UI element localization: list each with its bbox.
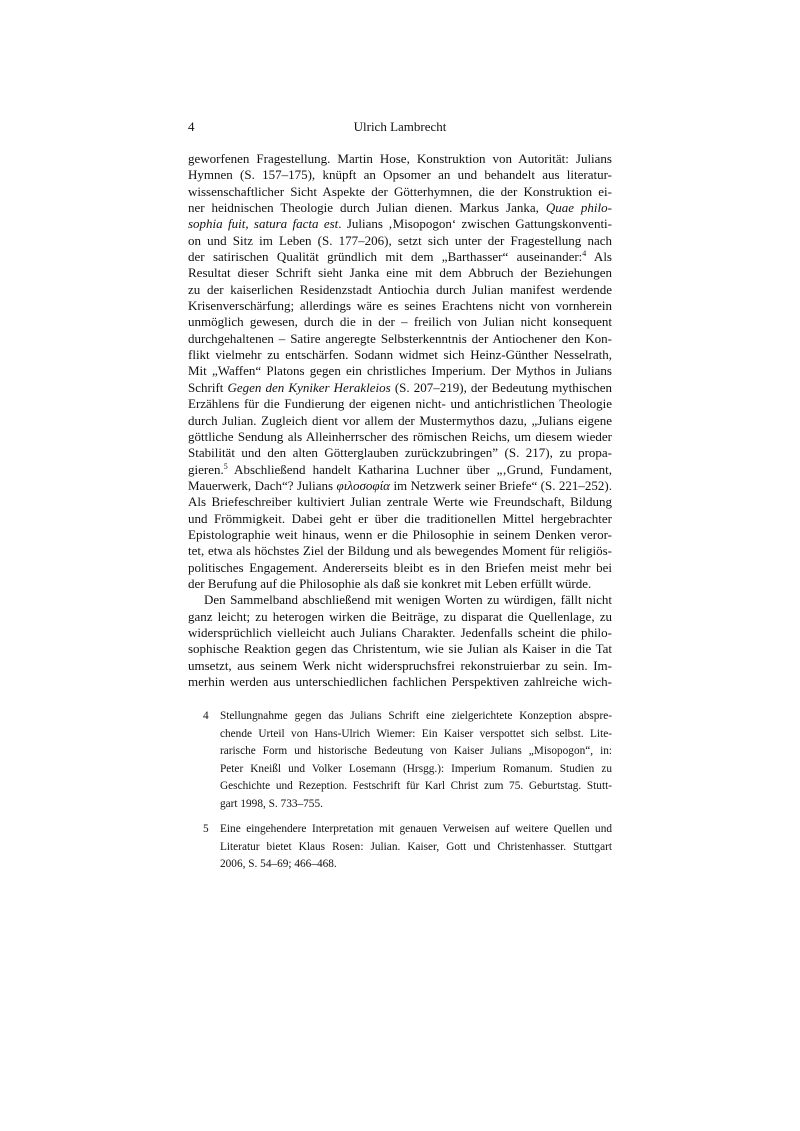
text-line xyxy=(188,609,612,625)
text-run: Mauerwerk, Dach“? Julians xyxy=(188,477,337,493)
footnote-line: Eine eingehendere Interpretation mit genauen Verweisen auf weitere Quellen und xyxy=(220,823,612,835)
footnote-line: Stellungnahme gegen das Julians Schrift eine zielgerichtete Konzeption absprе- xyxy=(220,710,612,722)
page-number: 4 xyxy=(188,119,195,134)
text-line xyxy=(188,625,612,641)
text-line xyxy=(188,527,612,543)
text-run: Schrift xyxy=(188,379,228,395)
text-run: Hymnen (S. 157–175), knüpft an Opsomer an und behandelt aus literatur- xyxy=(188,167,612,183)
text-run: merhin werden aus unterschiedlichen fachlichen Perspektiven zahlreiche wich- xyxy=(188,674,612,689)
text-run: unmöglich gewesen, durch die in der – freilich von Julian nicht konsequent xyxy=(188,314,612,330)
text-line xyxy=(188,413,612,429)
italic-title: Quae philo- xyxy=(545,200,612,216)
text-run: Erzählens für die Fundierung der eigenen nicht- und antichristlichen Theologie xyxy=(188,396,612,412)
text-run: . Julians ‚Misopogon‘ zwischen Gattungskonventi- xyxy=(338,216,612,232)
text-run: Resultat dieser Schrift sieht Janka eine mit dem Abbruch der Beziehungen xyxy=(188,265,612,281)
text-run: Den Sammelband abschließend mit wenigen Worten zu würdigen, fällt nicht xyxy=(204,592,612,608)
text-run: Als xyxy=(586,249,612,265)
text-line xyxy=(188,380,612,396)
text-run: on und Sitz im Leben (S. 177–206), setzt sich unter der Fragestellung nach xyxy=(188,232,612,248)
text-run: wissenschaftlicher Sicht Aspekte der Götterhymnen, die der Konstruktion ei- xyxy=(188,183,612,199)
text-run: politisches Engagement. Andererseits bleibt es in den Briefen meist mehr bei xyxy=(188,559,612,575)
text-line xyxy=(188,184,612,200)
text-line xyxy=(188,560,612,576)
text-line xyxy=(188,249,612,265)
footnote-line: Literatur bietet Klaus Rosen: Julian. Kaiser, Gott und Christenhasser. Stuttgart xyxy=(220,840,612,853)
text-run: Krisenverschärfung; allerdings wäre es seines Erachtens nicht von vornherein xyxy=(188,298,612,314)
footnote-number: 4 xyxy=(203,710,209,722)
text-line xyxy=(188,282,612,298)
text-line xyxy=(188,445,612,461)
text-line xyxy=(188,167,612,183)
text-run: der Berufung auf die Philosophie als daß sie konkret mit Leben erfüllt würde. xyxy=(188,575,592,591)
text-line xyxy=(188,641,612,657)
footnote-marker[interactable]: 4 xyxy=(582,249,587,259)
text-line xyxy=(188,429,612,445)
text-run: Stabilität und den alten Götterglauben zurückzubringen” (S. 217), zu propa- xyxy=(188,445,612,461)
footnote-5 xyxy=(203,821,612,874)
text-line xyxy=(188,494,612,510)
text-line xyxy=(188,151,612,167)
footnote-line: rarische Form und historische Bedeutung von Kaiser Julians „Misopogon“, in: xyxy=(220,745,612,757)
text-line xyxy=(188,233,612,249)
text-run: widersprüchlich vielleicht auch Julians Charakter. Jedenfalls scheint die philo- xyxy=(188,624,612,640)
text-run: (S. 207–219), der Bedeutung mythischen xyxy=(390,379,613,395)
text-run: durch Julian. Zugleich dient vor allem der Mustermythos dazu, „Julians eigene xyxy=(188,412,612,428)
text-run: zu der kaiserlichen Residenzstadt Antiochia durch Julian manifest werdende xyxy=(188,281,612,297)
text-run: Als Briefeschreiber kultiviert Julian zentrale Werte wie Freundschaft, Bildung xyxy=(188,494,612,510)
text-run: durchgehaltenen – Satire angeregte Selbsterkenntnis der Antiochener den Kon- xyxy=(188,330,612,346)
text-line xyxy=(188,363,612,379)
footnote-line: chende Urteil von Hans-Ulrich Wiemer: Ein Kaiser verspottet sich selbst. Lite- xyxy=(220,727,612,740)
text-line xyxy=(188,265,612,281)
text-line xyxy=(188,462,612,478)
footnote-line: Geschichte und Rezeption. Festschrift für Karl Christ zum 75. Geburtstag. Stutt- xyxy=(220,780,612,792)
text-run: Epistolographie weit hinaus, wenn er die Philosophie in seinem Denken veror- xyxy=(188,526,612,542)
text-line xyxy=(188,511,612,527)
footnote-marker[interactable]: 5 xyxy=(223,461,228,471)
text-run: geworfenen Fragestellung. Martin Hose, Konstruktion von Autorität: Julians xyxy=(188,151,612,166)
italic-title: Gegen den Kyniker Herakleios xyxy=(227,379,391,395)
text-run: umsetzt, aus seinem Werk nicht widerspruchsfrei rekonstruierbar zu sein. Im- xyxy=(188,657,612,673)
text-line xyxy=(188,576,612,592)
footnote-number: 5 xyxy=(203,823,209,835)
text-run: Mit „Waffen“ Platons gegen ein christliches Imperium. Der Mythos in Julians xyxy=(188,363,612,379)
text-run: flikt vielmehr zu entschärfen. Sodann widmet sich Heinz-Günther Nesselrath, xyxy=(188,347,612,363)
text-line xyxy=(188,216,612,232)
text-line xyxy=(188,331,612,347)
text-run: gieren. xyxy=(188,461,224,477)
text-line xyxy=(188,543,612,559)
text-line xyxy=(188,314,612,330)
text-run: sophische Reaktion gegen das Christentum, wie sie Julian als Kaiser in die Tat xyxy=(188,641,612,657)
text-line xyxy=(188,658,612,674)
text-line xyxy=(188,478,612,494)
italic-title: φιλοσοφία xyxy=(336,477,391,493)
text-line xyxy=(188,347,612,363)
text-run: tet, etwa als höchstes Ziel der Bildung und als bewegendes Moment für religiös- xyxy=(188,543,612,559)
footnote-line: Peter Kneißl und Volker Losemann (Hrsgg.): Imperium Romanum. Studien zu xyxy=(220,762,612,775)
footnote-line: 2006, S. 54–69; 466–468. xyxy=(220,858,337,870)
running-title: Ulrich Lambrecht xyxy=(353,119,447,134)
text-line xyxy=(188,396,612,412)
text-run: ganz leicht; zu heterogen wirken die Beiträge, zu disparat die Quellenlage, zu xyxy=(188,608,612,624)
text-run: Abschließend handelt Katharina Luchner über „‚Grund, Fundament, xyxy=(227,461,612,477)
text-run: und Frömmigkeit. Dabei geht er über die traditionellen Mittel hergebrachter xyxy=(188,510,612,526)
text-run: im Netzwerk seiner Briefe“ (S. 221–252). xyxy=(390,477,612,493)
text-run: ner heidnischen Theologie durch Julian dienen. Markus Janka, xyxy=(188,200,546,216)
text-line xyxy=(188,200,612,216)
body-text xyxy=(188,151,612,690)
footnote-4 xyxy=(203,708,612,813)
text-line xyxy=(188,674,612,690)
text-line xyxy=(188,298,612,314)
footnote-line: gart 1998, S. 733–755. xyxy=(220,797,323,810)
text-run: göttliche Sendung als Alleinherrscher des römischen Reichs, um diesem wieder xyxy=(188,428,612,444)
italic-title: sophia fuit, satura facta est xyxy=(188,216,339,232)
text-line xyxy=(188,592,612,608)
text-run: der satirischen Qualität gründlich mit dem „Barthasser“ auseinander: xyxy=(188,249,583,265)
